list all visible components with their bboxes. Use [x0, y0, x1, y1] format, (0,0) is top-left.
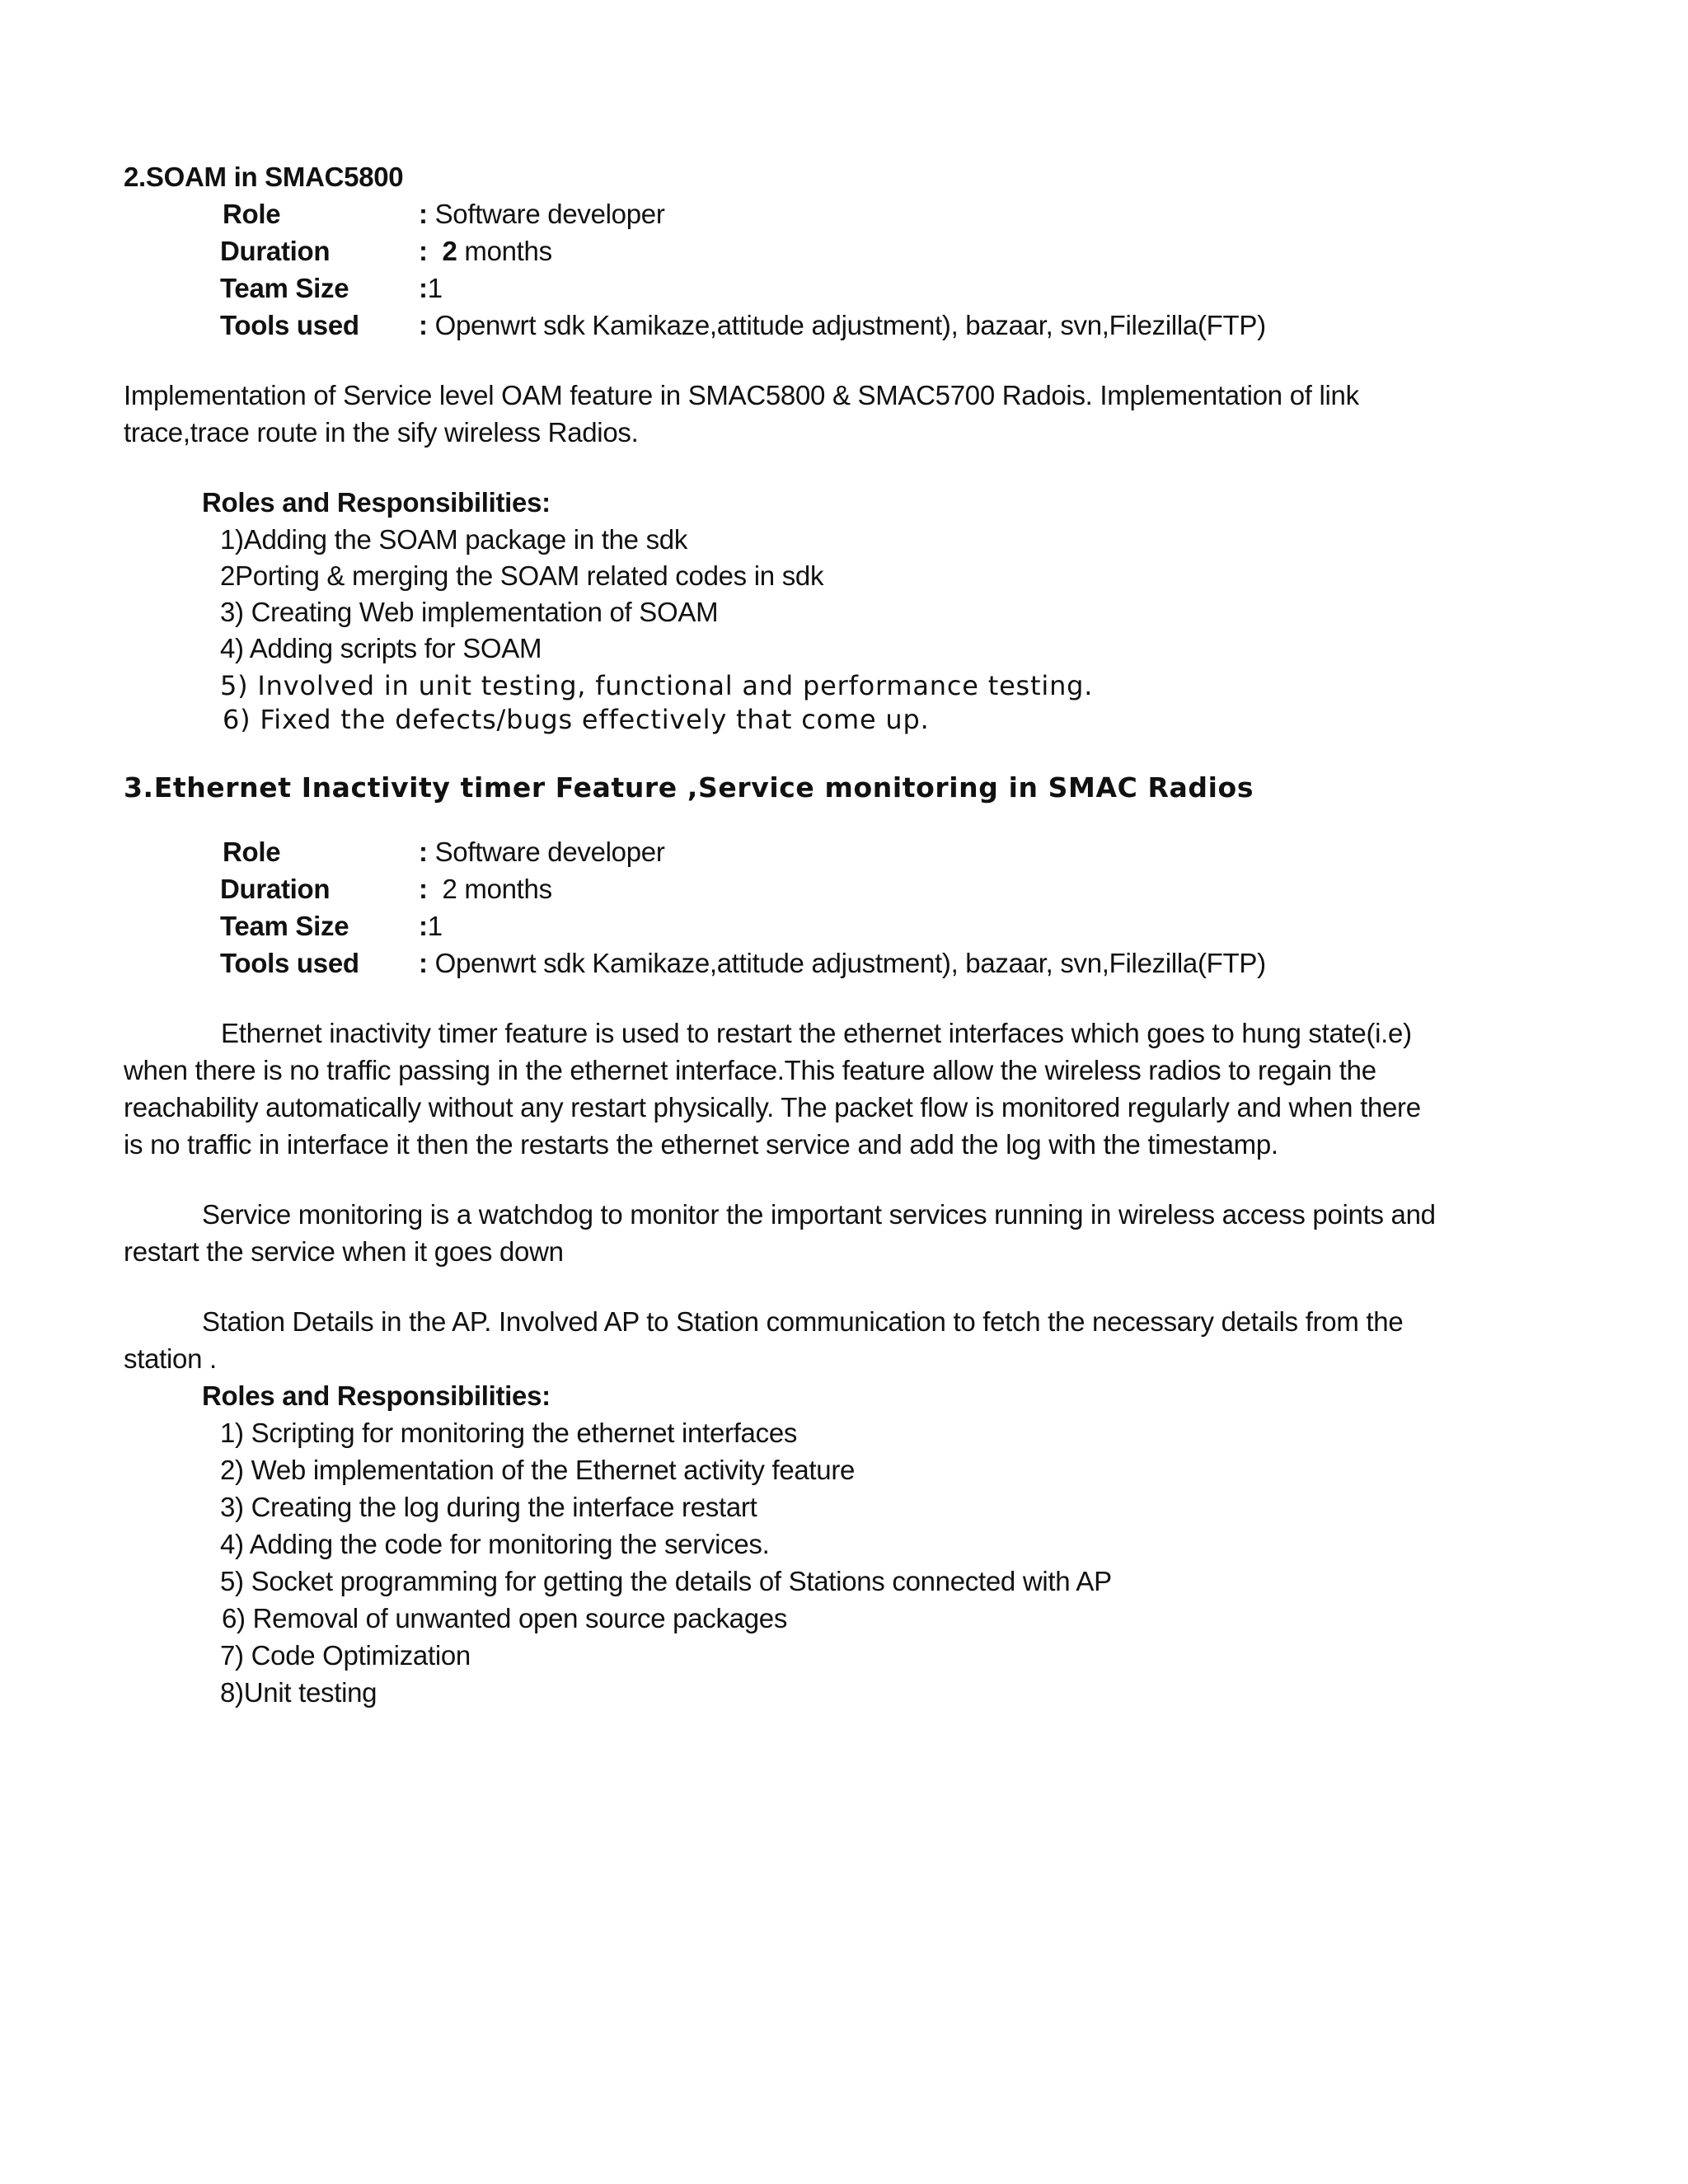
- role-item: 2Porting & merging the SOAM related codes in sdk: [220, 560, 824, 591]
- role-item: 5) Involved in unit testing, functional and performance testing.: [220, 670, 1094, 701]
- paragraph-line: station .: [124, 1343, 217, 1374]
- role-item: 6) Fixed the defects/bugs effectively that come up.: [223, 704, 930, 735]
- duration-label: Duration: [220, 874, 331, 904]
- duration-label: Duration: [220, 236, 331, 266]
- section-2-heading: 2.SOAM in SMAC5800: [124, 162, 404, 192]
- section-2-description-line: trace,trace route in the sify wireless Radios.: [124, 417, 639, 448]
- paragraph-line: Service monitoring is a watchdog to monitor the important services running in wireless access points and: [202, 1199, 1436, 1230]
- role-value: : Software developer: [419, 199, 665, 229]
- tools-used-label: Tools used: [220, 310, 359, 340]
- role-item: 3) Creating Web implementation of SOAM: [220, 597, 719, 627]
- role-item: 2) Web implementation of the Ethernet activity feature: [220, 1455, 856, 1485]
- duration-value: : 2 months: [419, 236, 552, 266]
- paragraph-line: is no traffic in interface it then the restarts the ethernet service and add the log with the timestamp.: [124, 1129, 1278, 1160]
- role-item: 5) Socket programming for getting the details of Stations connected with AP: [220, 1566, 1112, 1596]
- role-item: 7) Code Optimization: [220, 1640, 471, 1671]
- team-size-value: :1: [419, 273, 443, 303]
- paragraph-line: Ethernet inactivity timer feature is used to restart the ethernet interfaces which goes to hung state(i.e): [221, 1018, 1412, 1048]
- role-label: Role: [223, 837, 281, 867]
- team-size-label: Team Size: [220, 911, 349, 941]
- role-item: 8)Unit testing: [220, 1677, 377, 1708]
- section-2-description-line: Implementation of Service level OAM feature in SMAC5800 & SMAC5700 Radois. Implementation of link: [124, 380, 1359, 410]
- tools-used-value: : Openwrt sdk Kamikaze,attitude adjustment), bazaar, svn,Filezilla(FTP): [419, 310, 1266, 340]
- role-item: 3) Creating the log during the interface restart: [220, 1492, 757, 1522]
- role-item: 4) Adding scripts for SOAM: [220, 633, 542, 663]
- roles-heading: Roles and Responsibilities:: [202, 487, 551, 518]
- role-label: Role: [223, 199, 281, 229]
- role-item: 1) Scripting for monitoring the ethernet interfaces: [220, 1418, 798, 1448]
- paragraph-line: Station Details in the AP. Involved AP to Station communication to fetch the necessary details from the: [202, 1306, 1404, 1337]
- roles-heading: Roles and Responsibilities:: [202, 1380, 551, 1411]
- role-item: 6) Removal of unwanted open source packages: [222, 1603, 788, 1633]
- team-size-label: Team Size: [220, 273, 349, 303]
- section-3-heading: 3.Ethernet Inactivity timer Feature ,Service monitoring in SMAC Radios: [124, 771, 1254, 804]
- role-value: : Software developer: [419, 837, 665, 867]
- paragraph-line: restart the service when it goes down: [124, 1236, 564, 1267]
- team-size-value: :1: [419, 911, 443, 941]
- duration-value: : 2 months: [419, 874, 552, 904]
- role-item: 1)Adding the SOAM package in the sdk: [220, 524, 688, 555]
- tools-used-value: : Openwrt sdk Kamikaze,attitude adjustment), bazaar, svn,Filezilla(FTP): [419, 948, 1266, 978]
- role-item: 4) Adding the code for monitoring the services.: [220, 1529, 770, 1559]
- paragraph-line: when there is no traffic passing in the ethernet interface.This feature allow the wireless radios to regain the: [124, 1055, 1376, 1085]
- paragraph-line: reachability automatically without any restart physically. The packet flow is monitored regularly and when there: [124, 1092, 1421, 1122]
- tools-used-label: Tools used: [220, 948, 359, 978]
